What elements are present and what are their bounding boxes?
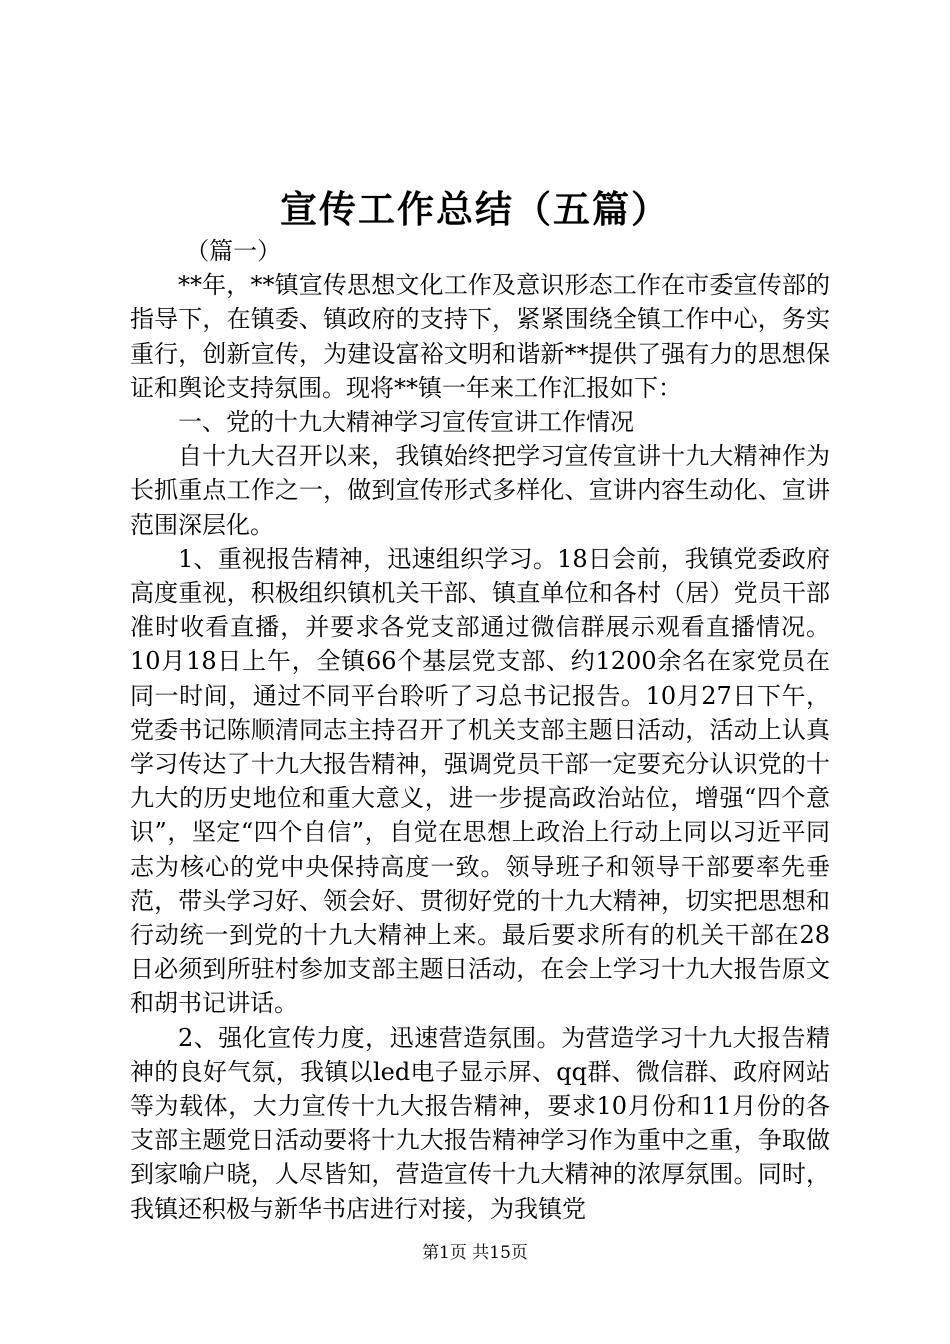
- page-number-footer: 第1页 共15页: [422, 1243, 528, 1263]
- section-label: （篇一）: [185, 237, 282, 265]
- body-paragraph: 2、强化宣传力度，迅速营造氛围。为营造学习十九大报告精神的良好气氛，我镇以led电子显示屏、qq群、微信群、政府网站等为载体，大力宣传十九大报告精神，要求10月份和11月份的各支部主题党日活动要将十九大报告精神学习作为重中之重，争取做到家喻户晓，人尽皆知，营造宣传十九大精神的浓厚氛围。同时，我镇还积极与新华书店进行对接，为我镇党: [130, 1023, 830, 1223]
- section-heading: 一、党的十九大精神学习宣传宣讲工作情况: [178, 408, 634, 437]
- intro-paragraph: **年，**镇宣传思想文化工作及意识形态工作在市委宣传部的指导下，在镇委、镇政府的支持下，紧紧围绕全镇工作中心，务实重行，创新宣传，为建设富裕文明和谐新**提供了强有力的思想保证和舆论支持氛围。现将**镇一年来工作汇报如下：: [130, 271, 830, 402]
- body-paragraph: 自十九大召开以来，我镇始终把学习宣传宣讲十九大精神作为长抓重点工作之一，做到宣传形式多样化、宣讲内容生动化、宣讲范围深层化。: [130, 442, 830, 539]
- document-body: [130, 234, 830, 1226]
- body-paragraph: 1、重视报告精神，迅速组织学习。18日会前，我镇党委政府高度重视，积极组织镇机关干部、镇直单位和各村（居）党员干部准时收看直播，并要求各党支部通过微信群展示观看直播情况。10月18日上午，全镇66个基层党支部、约1200余名在家党员在同一时间，通过不同平台聆听了习总书记报告。10月27日下午，党委书记陈顺清同志主持召开了机关支部主题日活动，活动上认真学习传达了十九大报告精神，强调党员干部一定要充分认识党的十九大的历史地位和重大意义，进一步提高政治站位，增强“四个意识”，坚定“四个自信”，自觉在思想上政治上行动上同以习近平同志为核心的党中央保持高度一致。领导班子和领导干部要率先垂范，带头学习好、领会好、贯彻好党的十九大精神，切实把思想和行动统一到党的十九大精神上来。最后要求所有的机关干部在28日必须到所驻村参加支部主题日活动，在会上学习十九大报告原文和胡书记讲话。: [130, 544, 830, 1018]
- document-title: 宣传工作总结（五篇）: [280, 187, 670, 231]
